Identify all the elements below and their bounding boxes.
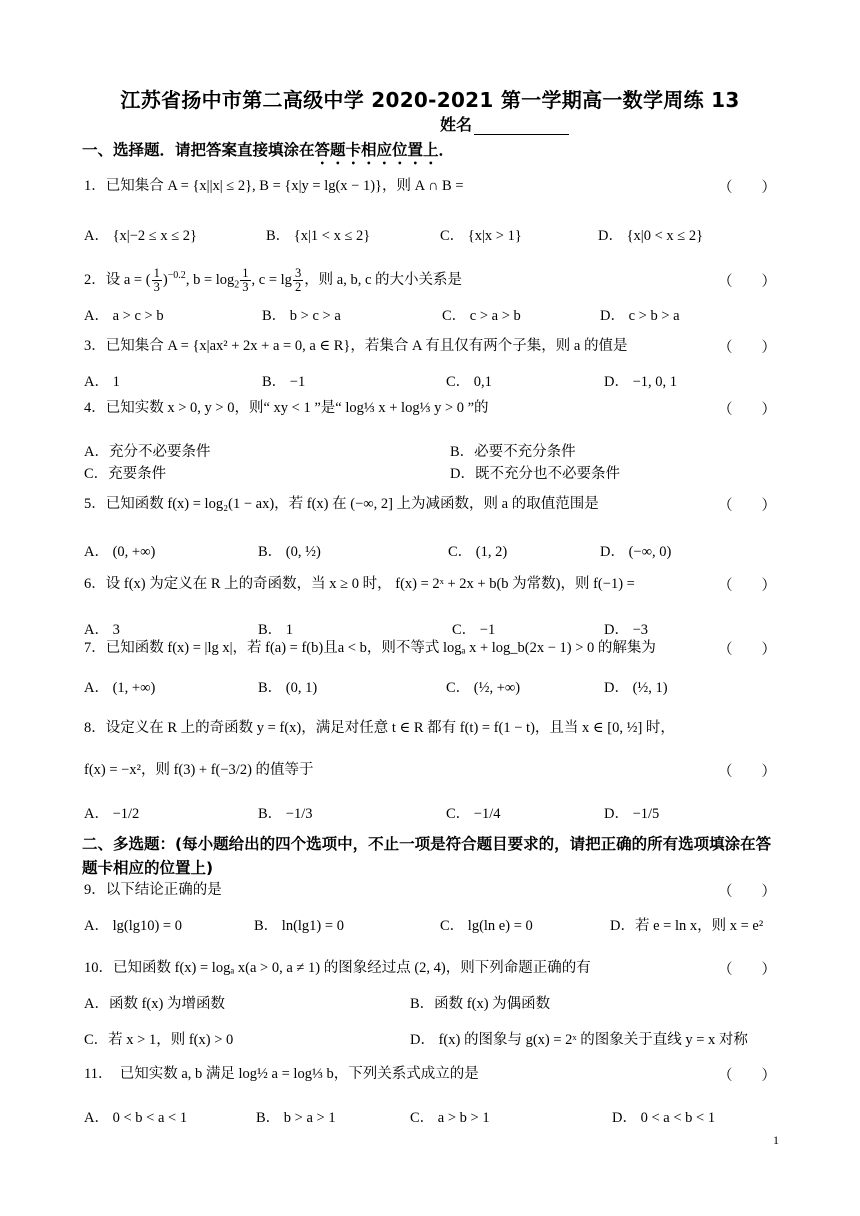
q1-option-c[interactable]: C． {x|x > 1} — [440, 228, 522, 244]
q5-option-c[interactable]: C． (1, 2) — [448, 544, 508, 560]
q9-option-d[interactable]: D．若 e = ln x，则 x = e² — [610, 918, 764, 934]
question-8-line-1: 8．设定义在 R 上的奇函数 y = f(x)，满足对任意 t ∈ R 都有 f(t) = f(1 − t)，且当 x ∈ [0, ½] 时， — [84, 720, 675, 736]
q11-option-b[interactable]: B． b > a > 1 — [256, 1110, 336, 1126]
question-5: 5．已知函数 f(x) = log₂(1 − ax)，若 f(x) 在 (−∞, 2] 上为减函数，则 a 的取值范围是 — [84, 496, 599, 512]
question-3: 3．已知集合 A = {x|ax² + 2x + a = 0, a ∈ R}，若集合 A 有且仅有两个子集，则 a 的值是 — [84, 338, 628, 354]
q6-option-a[interactable]: A． 3 — [84, 622, 120, 638]
q1-option-a[interactable]: A． {x|−2 ≤ x ≤ 2} — [84, 228, 198, 244]
emphasis-text: 答题卡相应位置上 — [314, 141, 439, 159]
q6-option-d[interactable]: D． −3 — [604, 622, 649, 638]
answer-bracket-7[interactable]: （ ） — [718, 642, 776, 658]
fraction: $\frac{1}{3}$ — [153, 266, 160, 294]
section-heading-multi-choice: 二、多选题：(每小题给出的四个选项中，不止一项是符合题目要求的，请把正确的所有选项填涂在答题卡相应的位置上) — [82, 835, 772, 877]
q11-option-a[interactable]: A． 0 < b < a < 1 — [84, 1110, 188, 1126]
question-6: 6．设 f(x) 为定义在 R 上的奇函数，当 x ≥ 0 时， f(x) = 2ˣ + 2x + b(b 为常数)，则 f(−1) = — [84, 576, 635, 592]
q7-option-d[interactable]: D． (½, 1) — [604, 680, 668, 696]
question-2: 2．设 a = ( $\frac{1}{3}$ )$^{-0.2}$, $b = \log_2$ $\frac{1}{3}$ , c = lg $\frac{3}{2}$ ，则 a, b, c 的大小关系是 — [84, 266, 463, 294]
q1-option-d[interactable]: D． {x|0 < x ≤ 2} — [598, 228, 704, 244]
q10-option-a[interactable]: A．函数 f(x) 为增函数 — [84, 996, 225, 1012]
answer-bracket-6[interactable]: （ ） — [718, 578, 776, 594]
answer-bracket-10[interactable]: （ ） — [718, 962, 776, 978]
question-11: 11． 已知实数 a, b 满足 log½ a = log⅓ b，下列关系式成立的是 — [84, 1066, 479, 1082]
q3-option-b[interactable]: B． −1 — [262, 374, 306, 390]
q5-option-b[interactable]: B． (0, ½) — [258, 544, 321, 560]
q10-option-c[interactable]: C．若 x > 1，则 f(x) > 0 — [84, 1032, 234, 1048]
q2-option-b[interactable]: B． b > c > a — [262, 308, 341, 324]
name-blank[interactable] — [474, 120, 569, 135]
q10-option-d[interactable]: D． f(x) 的图象与 g(x) = 2ˣ 的图象关于直线 y = x 对称 — [410, 1032, 748, 1048]
q7-option-b[interactable]: B． (0, 1) — [258, 680, 318, 696]
q9-option-c[interactable]: C． lg(ln e) = 0 — [440, 918, 533, 934]
answer-bracket-3[interactable]: （ ） — [718, 340, 776, 356]
answer-bracket-8[interactable]: （ ） — [718, 764, 776, 780]
q9-option-b[interactable]: B． ln(lg1) = 0 — [254, 918, 344, 934]
question-9: 9．以下结论正确的是 — [84, 882, 222, 898]
q4-option-d[interactable]: D．既不充分也不必要条件 — [450, 466, 620, 482]
q10-option-b[interactable]: B．函数 f(x) 为偶函数 — [410, 996, 551, 1012]
q3-option-c[interactable]: C． 0,1 — [446, 374, 492, 390]
q8-option-d[interactable]: D． −1/5 — [604, 806, 660, 822]
q8-option-a[interactable]: A． −1/2 — [84, 806, 140, 822]
q8-option-c[interactable]: C． −1/4 — [446, 806, 501, 822]
answer-bracket-2[interactable]: （ ） — [718, 274, 776, 290]
question-1: 1．已知集合 A = {x||x| ≤ 2}, B = {x|y = lg(x − 1)}，则 A ∩ B = — [84, 178, 464, 194]
q2-option-d[interactable]: D． c > b > a — [600, 308, 680, 324]
question-10: 10．已知函数 f(x) = logₐ x(a > 0, a ≠ 1) 的图象经过点 (2, 4)，则下列命题正确的有 — [84, 960, 591, 976]
q9-option-a[interactable]: A． lg(lg10) = 0 — [84, 918, 182, 934]
question-8-line-2: f(x) = −x²，则 f(3) + f(−3/2) 的值等于 — [84, 762, 314, 778]
q4-option-a[interactable]: A．充分不必要条件 — [84, 444, 211, 460]
name-field — [440, 112, 569, 135]
q3-option-a[interactable]: A． 1 — [84, 374, 120, 390]
q11-option-c[interactable]: C． a > b > 1 — [410, 1110, 490, 1126]
fraction: $\frac{1}{3}$ — [242, 266, 249, 294]
section-heading-single-choice: 一、选择题．请把答案直接填涂在答题卡相应位置上． — [82, 141, 455, 159]
q2-option-c[interactable]: C． c > a > b — [442, 308, 521, 324]
q1-option-b[interactable]: B． {x|1 < x ≤ 2} — [266, 228, 371, 244]
q11-option-d[interactable]: D． 0 < a < b < 1 — [612, 1110, 716, 1126]
q4-option-b[interactable]: B．必要不充分条件 — [450, 444, 576, 460]
answer-bracket-4[interactable]: （ ） — [718, 402, 776, 418]
q4-option-c[interactable]: C．充要条件 — [84, 466, 167, 482]
question-4: 4．已知实数 x > 0, y > 0，则“ xy < 1 ”是“ log⅓ x + log⅓ y > 0 ”的 — [84, 400, 489, 416]
name-label: 姓名 — [440, 115, 473, 134]
page-number: 1 — [773, 1133, 779, 1147]
answer-bracket-5[interactable]: （ ） — [718, 498, 776, 514]
q7-option-a[interactable]: A． (1, +∞) — [84, 680, 156, 696]
q6-option-b[interactable]: B． 1 — [258, 622, 294, 638]
q3-option-d[interactable]: D． −1, 0, 1 — [604, 374, 678, 390]
q7-option-c[interactable]: C． (½, +∞) — [446, 680, 521, 696]
answer-bracket-9[interactable]: （ ） — [718, 884, 776, 900]
q5-option-d[interactable]: D． (−∞, 0) — [600, 544, 672, 560]
page-title: 江苏省扬中市第二高级中学 2020-2021 第一学期高一数学周练 13 — [120, 88, 740, 112]
q8-option-b[interactable]: B． −1/3 — [258, 806, 313, 822]
fraction: $\frac{3}{2}$ — [294, 266, 302, 294]
q5-option-a[interactable]: A． (0, +∞) — [84, 544, 156, 560]
answer-bracket-1[interactable]: （ ） — [718, 180, 776, 196]
q6-option-c[interactable]: C． −1 — [452, 622, 496, 638]
answer-bracket-11[interactable]: （ ） — [718, 1068, 776, 1084]
q2-option-a[interactable]: A． a > c > b — [84, 308, 164, 324]
question-7: 7．已知函数 f(x) = |lg x|，若 f(a) = f(b)且a < b，则不等式 logₐ x + log_b(2x − 1) > 0 的解集为 — [84, 640, 656, 656]
